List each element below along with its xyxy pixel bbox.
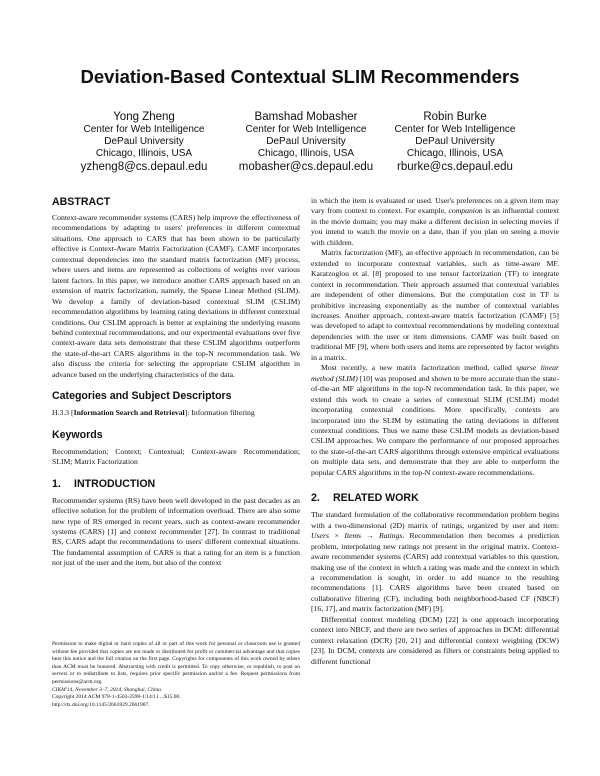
categories-heading: Categories and Subject Descriptors (52, 390, 232, 403)
author-name: Yong Zheng (113, 111, 175, 123)
right-column (311, 196, 559, 667)
author-email: mobasher@cs.depaul.edu (238, 161, 374, 173)
intro-paragraph: Most recently, a new matrix factorization method, called sparse linear method (SLIM) [10] was proposed and shown to be more accurate than the state-of-the-art MF algorithms in the top-N recommendation task. In this paper, we extend this work to create a series of contextual SLIM (CSLIM) model incorporating contextual conditions. More specifically, contexts are incorporated into the SLIM by estimating the rating deviations in different contextual conditions. Thus we name these CSLIM models as deviation-based CSLIM approaches. We compare the performance of our proposed approaches to the state-of-the-art CARS algorithms through extensive empirical evaluations on multiple data sets, and demonstrate that they are able to outperform the popular CARS algorithms in the top-N context-aware recommendations. (311, 363, 560, 477)
author-affiliation: Center for Web Intelligence (245, 124, 367, 135)
keywords-heading: Keywords (52, 428, 103, 441)
doi-link[interactable]: http://dx.doi.org/10.1145/2661829.2661987. (52, 701, 150, 708)
intro-paragraph: Matrix factorization (MF), an effective approach in recommendation, can be extended to incorporate contextual variables, such as time-aware MF. Karatzoglou et al. [8] proposed to use tensor factorization (TF) to integrate context in recommendation. Their approach assumed that contextual variables are independent of other dimensions. But the computation cost in TF is prohibitive increasing exponentially as the number of contextual variables increases. Another approach, context-aware matrix factorization (CAMF) [5] was developed to adapt to contextual recommendations by modeling contextual dependencies with the user or item dimensions. CAMF was built based on traditional MF [9], where both users and items are represented by factor weights in a matrix. (311, 248, 559, 362)
author-location: Chicago, Illinois, USA (95, 148, 193, 159)
author-institution: DePaul University (266, 136, 346, 147)
related-work-heading: 2. RELATED WORK (311, 492, 419, 505)
author-institution: DePaul University (104, 136, 184, 147)
introduction-heading: 1. INTRODUCTION (52, 477, 156, 490)
author-name: Bamshad Mobasher (254, 111, 358, 123)
author-affiliation: Center for Web Intelligence (83, 124, 205, 135)
permission-notice: Permission to make digital or hard copies of all or part of this work for personal or classroom use is granted without fee provided that copies are not made or distributed for profit or commercial advantage and that copies bear this notice and the full citation on the first page. Copyrights for components of this work owned by others than ACM must be honored. Abstracting with credit is permitted. To copy otherwise, or republish, to post on servers or to redistribute to lists, requires prior specific permission and/or a fee. Request permissions from permissions@acm.org. (52, 641, 300, 685)
author-affiliation: Center for Web Intelligence (394, 124, 516, 135)
author-location: Chicago, Illinois, USA (406, 148, 504, 159)
intro-paragraph: in which the item is evaluated or used. User's preferences on a given item may vary from context to context. For example, companion is an influential context in the movie domain; you may make a different decision in selecting movies if you intend to watch the movie on a date, than if you plan on seeing a movie with children. (311, 196, 559, 247)
abstract-text: Context-aware recommender systems (CARS) help improve the effectiveness of recommendations by adapting to users' preferences in different contextual situations. One approach to CARS that has been shown to be particularly effective is Context-Aware Matrix Factorization (CAMF). CAMF incorporates contextual dependencies into the standard matrix factorization (MF) process, where users and items are represented as collections of weights over various latent factors. In this paper, we introduce another CARS approach based on an extension of matrix factorization, namely, the Sparse Linear Method (SLIM). We develop a family of deviation-based contextual SLIM (CSLIM) recommendation algorithms by learning rating deviations in different contextual conditions. Our CSLIM approach is better at explaining the underlying reasons behind contextual recommendations, and our experimental evaluations over five context-aware data sets demonstrate that these CSLIM algorithms outperform the state-of-the-art CARS algorithms in the top-N recommendation task. We also discuss the criteria for selecting the appropriate CSLIM algorithm in advance based on the underlying characteristics of the data. (52, 213, 300, 379)
related-paragraph: The standard formulation of the collaborative recommendation problem begins with a two-dimensional (2D) matrix of ratings, organized by user and item: Users × Items → Ratings. Recommendation then becomes a prediction problem, interpolating new ratings not present in the original matrix. Context-aware recommender systems (CARS) add contextual variables to this question, making use of the context in which a rating was made and the context in which a recommendation is sought, in order to add nuance to the resulting recommendations [1]. CARS algorithms have been created based on collaborative filtering (CF), including both neighborhood-based CF (NBCF) [16, 17], and matrix factorization (MF) [9]. (311, 510, 559, 614)
author-block (380, 110, 530, 174)
author-institution: DePaul University (415, 136, 495, 147)
keywords-text: Recommendation; Context; Contextual; Context-aware Recommendation; SLIM; Matrix Factorization (52, 446, 300, 467)
intro-paragraph: Recommender systems (RS) have been well developed in the past decades as an effective solution for the problem of information overload. There are also some new type of RS emerged in recent years, such as context-aware recommender systems (CARS) [1] and context recommender [27]. In contrast to traditional RS, CARS adapt the recommendations to users' different contextual situations. The fundamental assumption of CARS is that a rating for an item is a function not just of the user and the item, but also of the context (52, 495, 300, 568)
author-email: rburke@cs.depaul.edu (397, 161, 513, 173)
abstract-heading: ABSTRACT (52, 196, 111, 208)
paper-title: Deviation-Based Contextual SLIM Recommenders (80, 66, 520, 87)
related-paragraph: Differential context modeling (DCM) [22] is one approach incorporating context into NBCF, and there are two series of approaches in DCM: differential context relaxation (DCR) [20, 21] and differential context weighting (DCW) [23]. In DCM, contexts are considered as filters or constraints being applied to different functional (311, 614, 559, 666)
conference-info: CIKM'14, November 3–7, 2014, Shanghai, China. (52, 686, 163, 693)
author-name: Robin Burke (423, 111, 487, 123)
copyright-footnote (52, 641, 300, 709)
categories-text: H.3.3 [Information Search and Retrieval]: Information filtering (52, 408, 255, 418)
author-block (69, 110, 219, 174)
author-location: Chicago, Illinois, USA (257, 148, 355, 159)
copyright-line: Copyright 2014 ACM 978-1-4503-2598-1/14/11 ...$15.00. (52, 694, 181, 701)
left-column (52, 196, 300, 569)
author-block (226, 110, 386, 174)
author-email: yzheng8@cs.depaul.edu (80, 161, 208, 173)
